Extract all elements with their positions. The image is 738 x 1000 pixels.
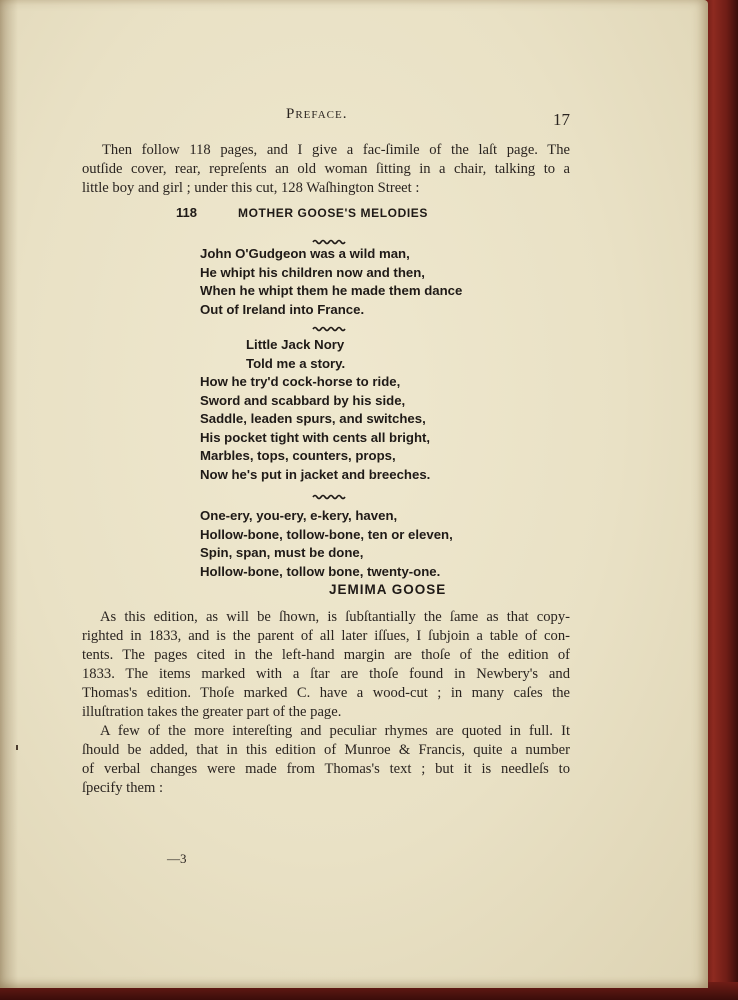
text-line: ſhould be added, that in this edition of Munroe & Francis, quite a number bbox=[82, 742, 570, 758]
ink-speck bbox=[16, 745, 18, 750]
text-line: tents. The pages cited in the left-hand margin are thoſe of the edition of bbox=[82, 647, 570, 663]
signature-mark: —3 bbox=[167, 851, 187, 866]
verse-line: Hollow-bone, tollow-bone, ten or eleven, bbox=[200, 526, 453, 542]
edition-paragraph bbox=[82, 608, 570, 722]
stanza-2 bbox=[200, 336, 530, 484]
text-line: righted in 1833, and is the parent of all later iſſues, I ſubjoin a table of con- bbox=[82, 628, 570, 644]
wavy-divider-icon bbox=[312, 326, 346, 332]
wavy-divider-icon bbox=[312, 494, 346, 500]
facsimile-header bbox=[176, 205, 476, 220]
text-line: As this edition, as will be ſhown, is ſubſtantially the ſame as that copy- bbox=[100, 609, 570, 625]
facsimile-title: MOTHER GOOSE'S MELODIES bbox=[238, 206, 429, 220]
stanza-1 bbox=[200, 245, 530, 319]
verse-line: Out of Ireland into France. bbox=[200, 301, 365, 317]
verse-line: Now he's put in jacket and breeches. bbox=[200, 466, 431, 482]
text-line: little boy and girl ; under this cut, 128 Waſhington Street : bbox=[82, 180, 420, 196]
stanza-3 bbox=[200, 507, 530, 581]
verse-line: Spin, span, must be done, bbox=[200, 545, 364, 560]
verse-line: He whipt his children now and then, bbox=[200, 264, 425, 280]
text-line: Thomas's edition. Thoſe marked C. have a wood-cut ; in many caſes the bbox=[82, 685, 570, 701]
verse-line: How he try'd cock-horse to ride, bbox=[200, 374, 401, 389]
text-line: illuſtration takes the greater part of the page. bbox=[82, 704, 342, 720]
text-line: ſpecify them : bbox=[82, 780, 164, 796]
intro-paragraph bbox=[82, 141, 570, 198]
page-number: 17 bbox=[553, 110, 570, 129]
verse-line: His pocket tight with cents all bright, bbox=[200, 429, 431, 445]
text-line: Then follow 118 pages, and I give a fac-ſimile of the laſt page. The bbox=[102, 142, 570, 158]
verse-line: Marbles, tops, counters, props, bbox=[200, 448, 396, 463]
verse-line: Saddle, leaden spurs, and switches, bbox=[200, 411, 426, 426]
verse-line: Sword and scabbard by his side, bbox=[200, 392, 406, 408]
running-head: Preface. bbox=[286, 106, 348, 122]
rhymes-paragraph bbox=[82, 722, 570, 798]
verse-line: John O'Gudgeon was a wild man, bbox=[200, 246, 410, 261]
verse-line: Told me a story. bbox=[246, 355, 346, 371]
text-line: of verbal changes were made from Thomas's text ; but it is needleſs to bbox=[82, 761, 570, 777]
gutter-shadow bbox=[0, 0, 18, 988]
text-line: A few of the more intereſting and peculiar rhymes are quoted in full. It bbox=[100, 723, 570, 739]
facsimile-signature: JEMIMA GOOSE bbox=[329, 582, 447, 597]
verse-line: One-ery, you-ery, e-kery, haven, bbox=[200, 508, 398, 523]
verse-line: Hollow-bone, tollow bone, twenty-one. bbox=[200, 563, 441, 579]
verse-line: When he whipt them he made them dance bbox=[200, 283, 463, 298]
text-line: outſide cover, rear, repreſents an old woman ſitting in a chair, talking to a bbox=[82, 161, 570, 177]
verse-line: Little Jack Nory bbox=[246, 337, 345, 352]
text-line: 1833. The items marked with a ſtar are thoſe found in Newbery's and bbox=[82, 666, 570, 682]
facsimile-page-number: 118 bbox=[176, 205, 197, 220]
